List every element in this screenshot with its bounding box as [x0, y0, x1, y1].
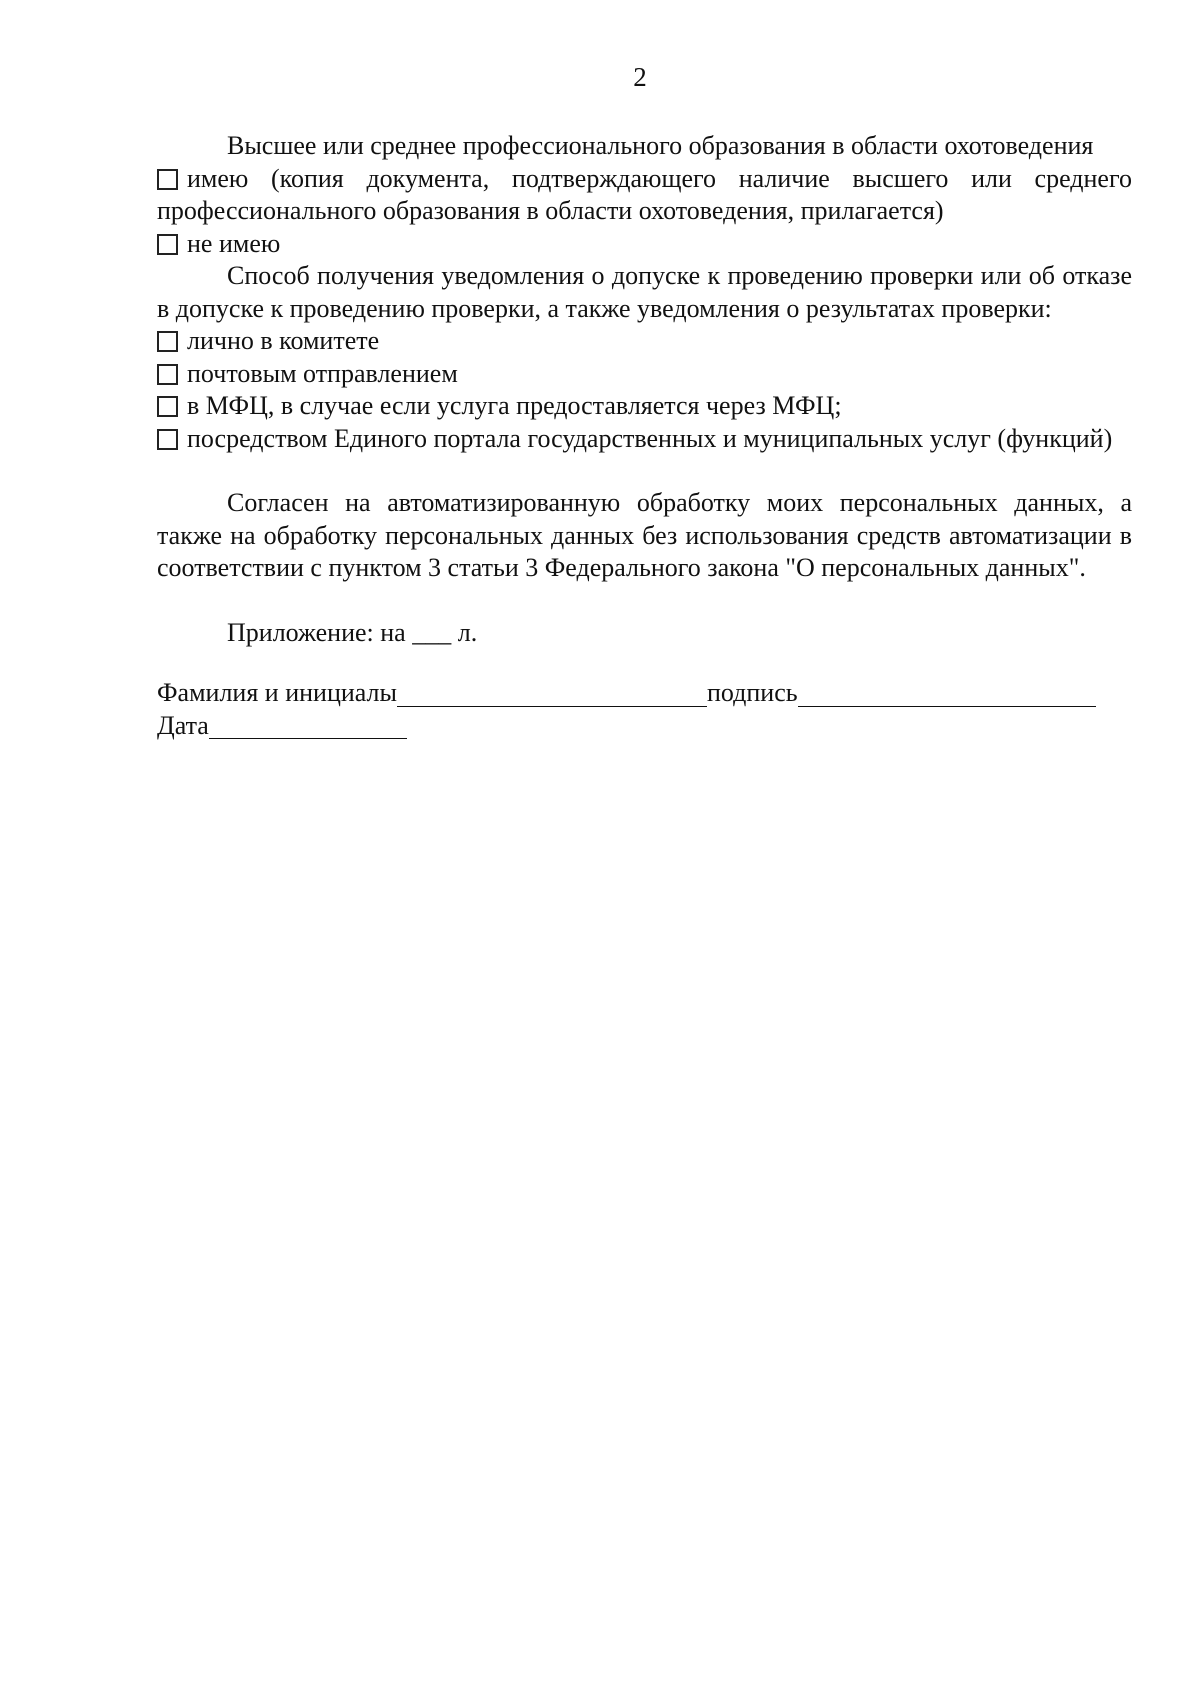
- checkbox-icon[interactable]: [157, 331, 178, 352]
- option-label: имею (копия документа, подтверждающего наличие высшего или среднего профессионального образования в области охотоведения, прилагается): [157, 163, 1132, 225]
- notification-option-mfc[interactable]: [157, 390, 1132, 423]
- date-field[interactable]: [209, 712, 407, 739]
- education-option-not-have[interactable]: [157, 228, 1132, 261]
- notification-option-in-person[interactable]: [157, 325, 1132, 358]
- notification-option-mail[interactable]: [157, 358, 1132, 391]
- page-number: 2: [633, 62, 647, 92]
- date-row: [157, 710, 1132, 743]
- checkbox-icon[interactable]: [157, 429, 178, 450]
- attachment-suffix: л.: [457, 617, 478, 647]
- spacer: [157, 585, 1132, 617]
- education-option-have[interactable]: [157, 163, 1132, 228]
- signature-label: подпись: [707, 678, 798, 707]
- name-field[interactable]: [397, 680, 707, 707]
- checkbox-icon[interactable]: [157, 169, 178, 190]
- spacer: [157, 455, 1132, 487]
- notification-option-portal[interactable]: [157, 423, 1132, 456]
- checkbox-icon[interactable]: [157, 364, 178, 385]
- attachment-line: [157, 617, 1132, 650]
- checkbox-icon[interactable]: [157, 234, 178, 255]
- option-label: лично в комитете: [187, 326, 380, 355]
- signature-field[interactable]: [798, 680, 1096, 707]
- name-label: Фамилия и инициалы: [157, 678, 397, 707]
- signature-row: [157, 677, 1132, 710]
- checkbox-icon[interactable]: [157, 396, 178, 417]
- option-label: почтовым отправлением: [187, 358, 458, 388]
- date-label: Дата: [157, 710, 209, 740]
- option-label: посредством Единого портала государственных и муниципальных услуг (функций): [187, 423, 1113, 453]
- spacer: [157, 649, 1132, 677]
- attachment-count-field[interactable]: ___: [412, 617, 452, 647]
- notification-heading: Способ получения уведомления о допуске к проведению проверки или об отказе в допуске к проведению проверки, а также уведомления о результатах проверки:: [157, 261, 1132, 323]
- option-label: в МФЦ, в случае если услуга предоставляется через МФЦ;: [187, 391, 842, 420]
- education-heading: Высшее или среднее профессионального образования в области охотоведения: [227, 131, 1094, 160]
- attachment-prefix: Приложение: на: [227, 617, 406, 647]
- option-label: не имею: [187, 228, 281, 258]
- consent-text: Согласен на автоматизированную обработку моих персональных данных, а также на обработку персональных данных без использования средств автоматизации в соответствии с пунктом 3 статьи 3 Федерального закона "О персональных данных".: [157, 488, 1132, 582]
- form-body: [157, 130, 1132, 742]
